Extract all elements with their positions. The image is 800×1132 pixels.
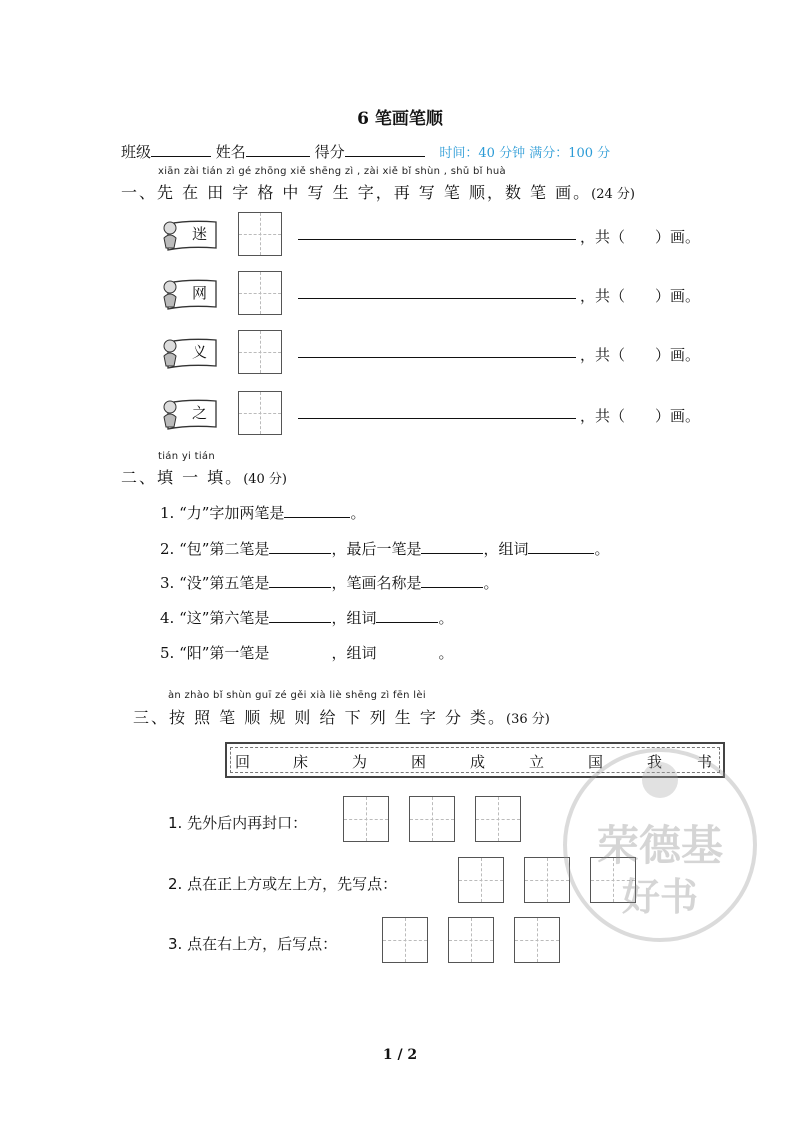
question-number: 4. [160,609,175,627]
rule-1-label: 1. 先外后内再封口： [168,814,308,832]
tianzige-grid[interactable] [238,271,282,315]
answer-grid[interactable] [475,796,521,842]
question-number: 2. [160,540,175,558]
question-number: 1. [160,504,175,522]
stroke-count-text: ，共（ ）画。 [580,228,701,246]
answer-grid[interactable] [514,917,560,963]
svg-text:荣德基: 荣德基 [596,821,724,870]
stroke-count-text: ，共（ ）画。 [580,287,701,305]
svg-text:好书: 好书 [621,875,699,919]
section2-points: (40 分) [243,472,288,487]
answer-grid[interactable] [382,917,428,963]
stroke-row [158,212,758,258]
fill-question-5 [160,642,453,663]
section3-heading [133,705,550,728]
answer-grid[interactable] [458,857,504,903]
answer-blank[interactable] [528,539,594,554]
publisher-watermark-icon [560,740,760,950]
question-text: “这”第六笔是 [179,609,270,627]
question-text: ，笔画名称是 [331,574,422,592]
stroke-order-blank[interactable] [298,357,576,358]
section1-heading-text: 一、先 在 田 字 格 中 写 生 字，再 写 笔 顺，数 笔 画。 [121,183,592,202]
question-text: “阳”第一笔是 [179,644,270,662]
rule-2-label: 2. 点在正上方或左上方，先写点： [168,875,398,893]
word-bank-char: 成 [470,753,486,771]
word-bank-char: 书 [697,753,713,771]
word-bank-char: 困 [411,753,427,771]
word-bank-char: 立 [529,753,545,771]
target-char: 之 [192,404,208,422]
fill-question-2 [160,538,609,559]
target-char: 迷 [192,225,208,243]
answer-blank[interactable] [376,608,438,623]
stroke-order-blank[interactable] [298,418,576,419]
section3-points: (36 分) [506,712,550,727]
target-char: 义 [192,343,208,361]
stroke-order-blank[interactable] [298,298,576,299]
book-icon [158,277,220,311]
answer-blank[interactable] [269,539,331,554]
section2-heading [121,465,287,488]
page-number: 1 / 2 [382,1047,418,1063]
question-end: 。 [438,644,454,662]
name-blank[interactable] [246,142,310,157]
section2-pinyin: tián yi tián [158,451,215,462]
question-text: “没”第五笔是 [179,574,270,592]
question-end: 。 [350,504,366,522]
score-label: 得分 [314,143,345,161]
question-text: ，组词 [331,644,377,662]
stroke-count-text: ，共（ ）画。 [580,407,701,425]
question-end: 。 [438,609,454,627]
section3-heading-text: 三、按 照 笔 顺 规 则 给 下 列 生 字 分 类。 [133,708,507,727]
stroke-row [158,271,758,317]
student-info-line [121,141,610,162]
question-text: “包”第二笔是 [179,540,270,558]
tianzige-grid[interactable] [238,212,282,256]
section2-heading-text: 二、填 一 填。 [121,468,244,487]
section1-pinyin: xiān zài tián zì gé zhōng xiě shēng zì , zài xiě bǐ shùn , shǔ bǐ huà [158,166,506,177]
tianzige-grid[interactable] [238,391,282,435]
question-end: 。 [483,574,499,592]
book-icon [158,336,220,370]
name-label: 姓名 [215,143,246,161]
answer-grid[interactable] [448,917,494,963]
section1-heading [121,180,635,203]
word-bank-char: 为 [352,753,368,771]
tianzige-grid[interactable] [238,330,282,374]
fill-question-3 [160,572,498,593]
score-blank[interactable] [345,142,425,157]
section1-points: (24 分) [591,187,635,202]
question-text: ，组词 [483,540,529,558]
section3-pinyin: àn zhào bǐ shùn guī zé gěi xià liè shēng zì fēn lèi [168,690,426,701]
question-text: ，组词 [331,609,377,627]
answer-grid[interactable] [343,796,389,842]
fill-question-1 [160,502,365,523]
question-number: 5. [160,644,175,662]
word-bank-char: 国 [588,753,604,771]
book-icon [158,218,220,252]
answer-blank[interactable] [421,539,483,554]
answer-blank[interactable] [269,573,331,588]
time-info: 时间：40 分钟 满分：100 分 [439,146,611,161]
word-bank-char: 回 [235,753,251,771]
question-text: “力”字加两笔是 [179,504,285,522]
page-title: 6 笔画笔顺 [357,109,443,129]
answer-blank[interactable] [284,503,350,518]
question-end: 。 [594,540,610,558]
stroke-count-text: ，共（ ）画。 [580,346,701,364]
class-blank[interactable] [151,142,211,157]
word-bank-char: 床 [293,753,309,771]
question-text: ，最后一笔是 [331,540,422,558]
answer-blank[interactable] [269,608,331,623]
stroke-row [158,391,758,437]
question-number: 3. [160,574,175,592]
fill-question-4 [160,607,453,628]
stroke-order-blank[interactable] [298,239,576,240]
answer-blank[interactable] [421,573,483,588]
word-bank-char: 我 [647,753,663,771]
answer-grid[interactable] [409,796,455,842]
target-char: 网 [192,284,208,302]
rule-3-label: 3. 点在右上方，后写点： [168,935,338,953]
book-icon [158,397,220,431]
stroke-row [158,330,758,376]
class-label: 班级 [121,143,152,161]
